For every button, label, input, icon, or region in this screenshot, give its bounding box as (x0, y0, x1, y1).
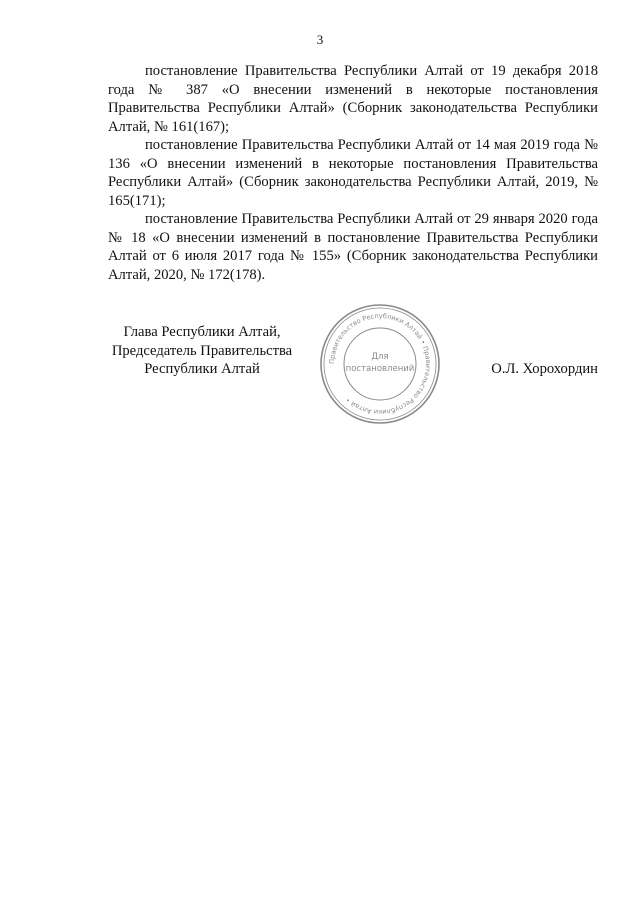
paragraph-decree-2019: постановление Правительства Республики Алтай от 14 мая 2019 года № 136 «О внесении изменений в некоторые постановления Правительства Республики Алтай» (Сборник законодательства Республики Алтай, 2019, № 165(171); (108, 137, 598, 209)
stamp-center-line: постановлений (345, 364, 415, 374)
stamp-center-line: Для (371, 352, 389, 362)
official-stamp (318, 302, 442, 426)
page-number: 3 (316, 32, 324, 47)
signature-title-line: Председатель Правительства (111, 342, 293, 359)
stamp-seal-icon (318, 302, 442, 426)
signatory-name: О.Л. Хорохордин (491, 361, 598, 377)
paragraph-decree-2020: постановление Правительства Республики Алтай от 29 января 2020 года № 18 «О внесении изменений в постановление Правительства Республики Алтай от 6 июля 2017 года № 155» (Сборник законодательства Республики Алтай, 2020, № 172(178). (108, 211, 598, 283)
document-body (108, 62, 598, 284)
signature-title (104, 323, 300, 379)
signature-title-line: Глава Республики Алтай, (123, 324, 281, 340)
paragraph-decree-2018: постановление Правительства Республики Алтай от 19 декабря 2018 года № 387 «О внесении изменений в некоторые постановления Правительства Республики Алтай» (Сборник законодательства Республики Алтай, № 161(167); (108, 63, 598, 135)
stamp-ring-text: Правительство Республики Алтай • Правительство Республики Алтай • (327, 311, 433, 417)
signature-title-line: Республики Алтай (144, 361, 260, 377)
